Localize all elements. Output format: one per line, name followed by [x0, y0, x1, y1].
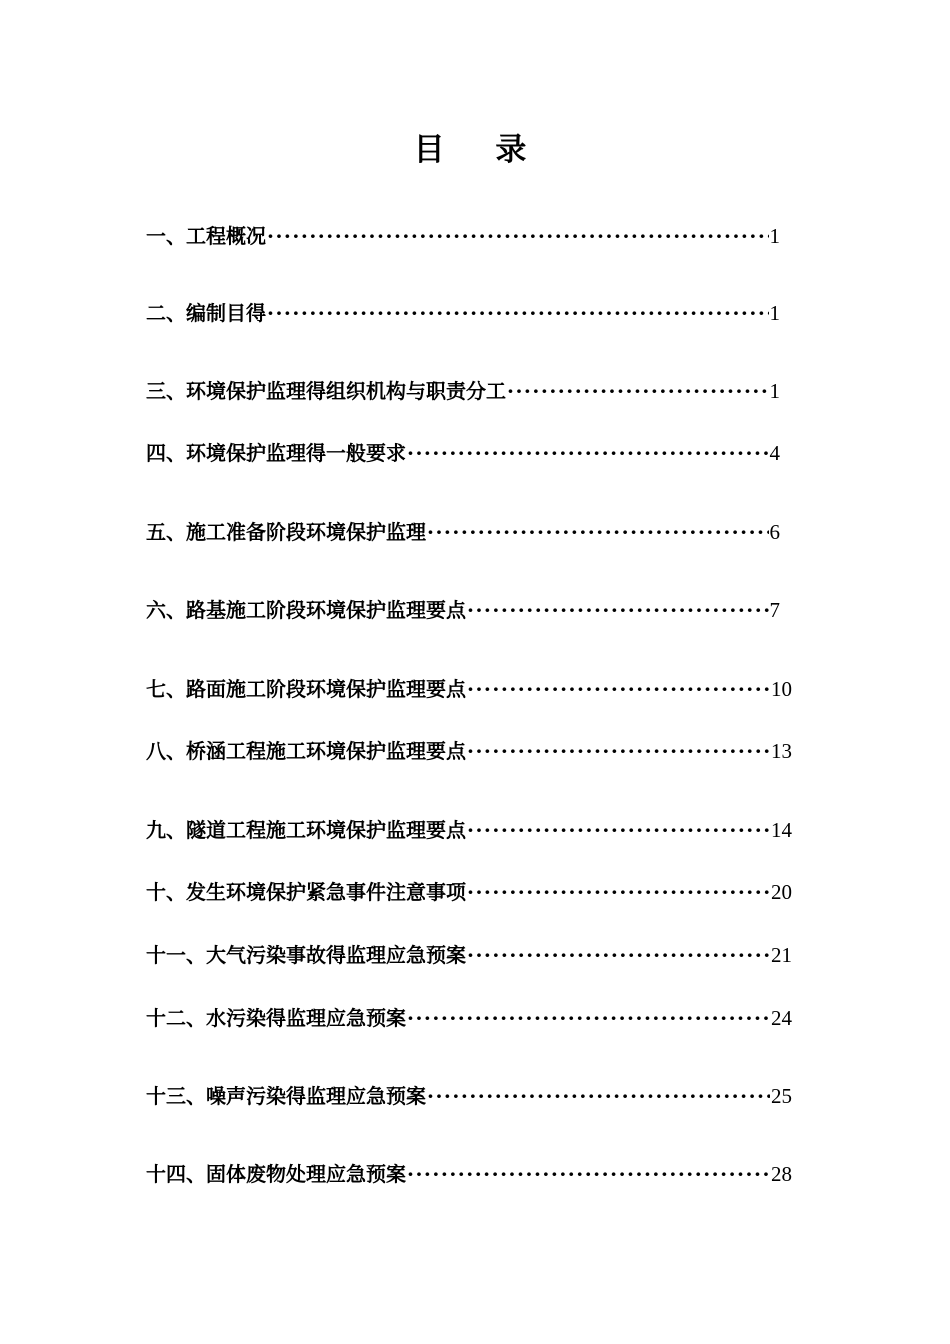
toc-entry-label: 七、路面施工阶段环境保护监理要点: [146, 677, 466, 701]
toc-entry-page: 4: [769, 441, 780, 465]
toc-entry-14[interactable]: [146, 1159, 792, 1189]
toc-entry-2[interactable]: [146, 298, 780, 328]
toc-entry-page: 1: [769, 379, 780, 403]
toc-leader-dots: [467, 595, 769, 625]
toc-entry-label: 十四、固体废物处理应急预案: [146, 1162, 406, 1186]
toc-entry-label: 三、环境保护监理得组织机构与职责分工: [146, 379, 506, 403]
toc-leader-dots: [267, 221, 769, 251]
toc-entry-9[interactable]: [146, 815, 792, 845]
toc-leader-dots: [407, 1003, 770, 1033]
toc-entry-10[interactable]: [146, 877, 792, 907]
toc-leader-dots: [427, 517, 769, 547]
toc-leader-dots: [267, 298, 769, 328]
toc-entry-label: 二、编制目得: [146, 301, 266, 325]
toc-entry-4[interactable]: [146, 438, 780, 468]
toc-entry-page: 6: [769, 520, 780, 544]
toc-entry-11[interactable]: [146, 940, 792, 970]
toc-entry-page: 24: [771, 1006, 792, 1030]
toc-entry-label: 九、隧道工程施工环境保护监理要点: [146, 818, 466, 842]
toc-leader-dots: [407, 1159, 770, 1189]
toc-entry-label: 六、路基施工阶段环境保护监理要点: [146, 598, 466, 622]
toc-entry-label: 十一、大气污染事故得监理应急预案: [146, 943, 466, 967]
toc-leader-dots: [467, 736, 770, 766]
toc-entry-6[interactable]: [146, 595, 780, 625]
toc-entry-page: 20: [771, 880, 792, 904]
toc-entry-13[interactable]: [146, 1081, 792, 1111]
toc-entry-page: 1: [769, 224, 780, 248]
toc-leader-dots: [467, 674, 770, 704]
toc-entry-page: 14: [771, 818, 792, 842]
toc-entry-label: 一、工程概况: [146, 224, 266, 248]
toc-entry-1[interactable]: [146, 221, 780, 251]
toc-entry-12[interactable]: [146, 1003, 792, 1033]
toc-entry-label: 十二、水污染得监理应急预案: [146, 1006, 406, 1030]
toc-leader-dots: [427, 1081, 770, 1111]
toc-entry-label: 十三、噪声污染得监理应急预案: [146, 1084, 426, 1108]
toc-entry-page: 7: [769, 598, 780, 622]
toc-entry-page: 10: [771, 677, 792, 701]
toc-entry-label: 十、发生环境保护紧急事件注意事项: [146, 880, 466, 904]
toc-entry-5[interactable]: [146, 517, 780, 547]
toc-leader-dots: [467, 940, 770, 970]
toc-title: 目 录: [413, 132, 547, 168]
toc-leader-dots: [507, 376, 769, 406]
toc-entry-page: 1: [769, 301, 780, 325]
toc-entry-label: 四、环境保护监理得一般要求: [146, 441, 406, 465]
toc-entry-page: 28: [771, 1162, 792, 1186]
toc-entry-8[interactable]: [146, 736, 792, 766]
toc-leader-dots: [467, 815, 770, 845]
toc-entry-3[interactable]: [146, 376, 780, 406]
toc-leader-dots: [407, 438, 769, 468]
toc-entry-label: 八、桥涵工程施工环境保护监理要点: [146, 739, 466, 763]
toc-entry-page: 13: [771, 739, 792, 763]
toc-entry-page: 21: [771, 943, 792, 967]
toc-entry-label: 五、施工准备阶段环境保护监理: [146, 520, 426, 544]
toc-entry-page: 25: [771, 1084, 792, 1108]
toc-leader-dots: [467, 877, 770, 907]
toc-entry-7[interactable]: [146, 674, 792, 704]
